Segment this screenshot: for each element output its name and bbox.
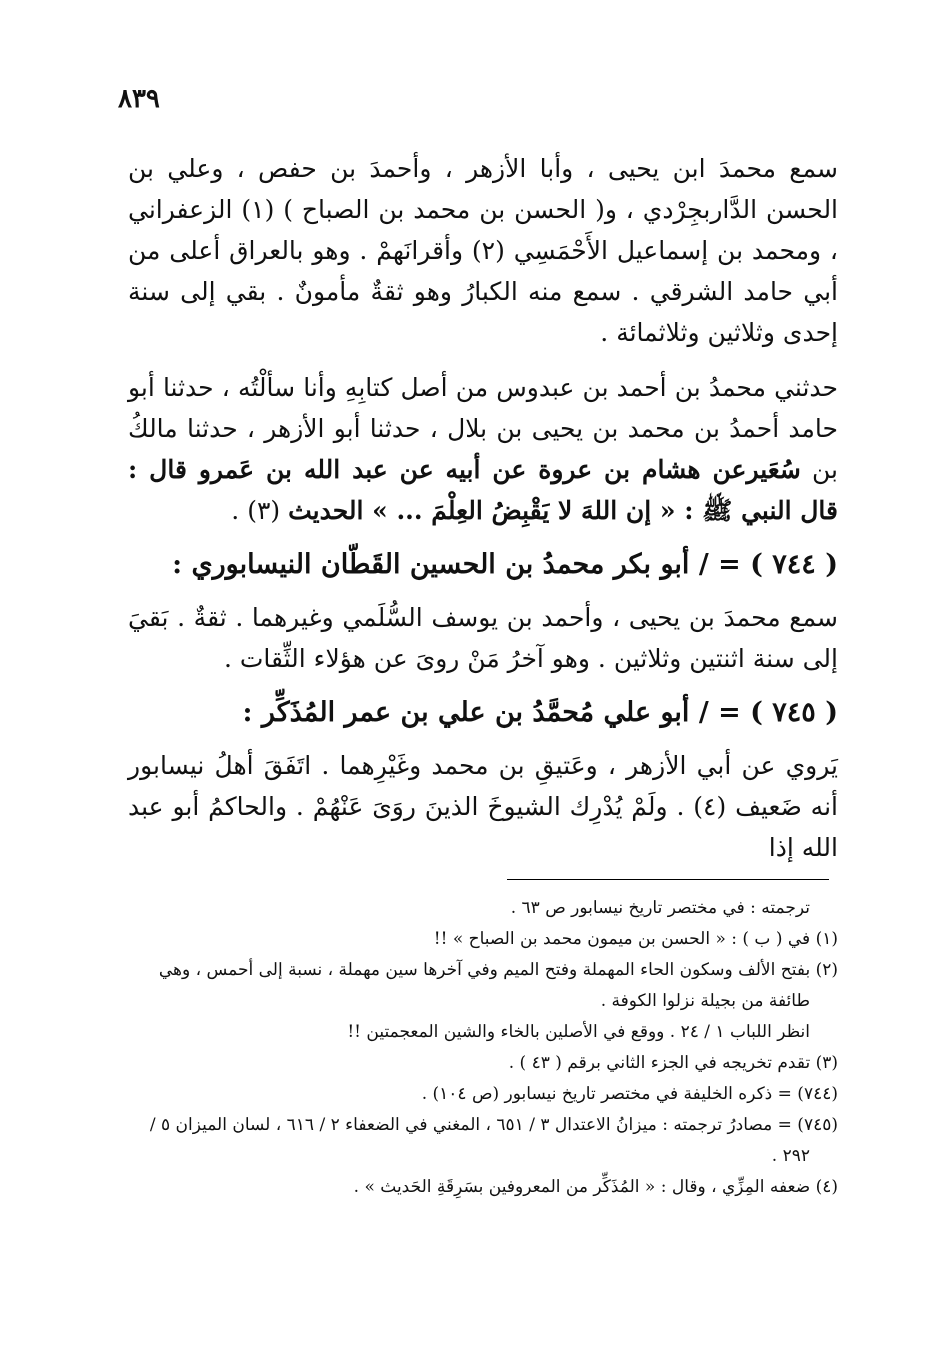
paragraph-hadith: [128, 367, 838, 531]
footnote-divider: [507, 879, 829, 880]
footnote-line: ٢٩٢ .: [771, 1146, 810, 1166]
main-text: [128, 148, 838, 868]
paragraph-entry-744: سمع محمدَ بن يحيى ، وأحمد بن يوسف السُّلَمي وغيرهما . ثقةٌ . بَقيَ إلى سنة اثنتين وثلاثين . وهو آخرُ مَنْ روىَ عن هؤلاء الثِّقات .: [128, 603, 838, 673]
footnote-ref-3: (٣) .: [231, 496, 289, 525]
footnote-line: (١) في ( ب ) : « الحسن بن ميمون محمد بن الصباح » !!: [433, 929, 838, 949]
footnote-line: انظر اللباب ١ / ٢٤ . ووقع في الأصلين بالخاء والشين المعجمتين !!: [347, 1022, 810, 1042]
footnote-line: (٧٤٤) = ذكره الخليفة في مختصر تاريخ نيسابور (ص ١٠٤) .: [421, 1084, 838, 1104]
hadith-matn-text: سُعَيرعن هشام بن عروة عن أبيه عن عبد الله بن عَمرو قال : قال النبي ﷺ : « إن اللهَ لا يَقْبِضُ العِلْمَ ... » الحديث: [128, 455, 838, 525]
footnote-line: (٧٤٥) = مصادرُ ترجمته : ميزانُ الاعتدال ٣ / ٦٥١ ، المغني في الضعفاء ٢ / ٦١٦ ، لسان الميزان ٥ /: [149, 1115, 838, 1135]
footnote-line: (٢) بفتح الألف وسكون الحاء المهملة وفتح الميم وفي آخرها سين مهملة ، نسبة إلى أحمس ، وهي: [158, 960, 838, 980]
footnote-line: (٤) ضعفه المِزِّي ، وقال : « المُذَكِّر من المعروفين بسَرِقَةِ الحَديث » .: [353, 1177, 838, 1197]
footnote-line: (٣) تقدم تخريجه في الجزء الثاني برقم ( ٤٣ ) .: [508, 1053, 838, 1073]
footnote-line: ترجمته : في مختصر تاريخ نيسابور ص ٦٣ .: [510, 898, 810, 918]
paragraph-narrators: سمع محمدَ ابن يحيى ، وأبا الأزهر ، وأحمدَ بن حفص ، وعلي بن الحسن الدَّاربجِرْدي ، و( الحسن بن محمد بن الصباح ) (١) الزعفراني ، ومحمد بن إسماعيل الأَحْمَسِي (٢) وأقرانَهمْ . وهو بالعراق أعلى من أبي حامد الشرقي . سمع منه الكبارُ وهو ثقةٌ مأمونٌ . بقي إلى سنة إحدى وثلاثين وثلاثمائة .: [128, 154, 839, 347]
paragraph-entry-745: يَروي عن أبي الأزهر ، وعَتيقِ بن محمد وغَيْرِهما . اتَفَقَ أهلُ نيسابور أنه ضَعيف (٤) . ولَمْ يُدْرِك الشيوخَ الذينَ روَىَ عَنْهُمْ . والحاكمُ أبو عبد الله إذا: [128, 751, 838, 862]
page-number: ٨٣٩: [118, 84, 160, 114]
footnote-line: طائفة من بجيلة نزلوا الكوفة .: [600, 991, 810, 1011]
footnotes: [128, 893, 838, 1203]
hadith-chain-text: حدثني محمدُ بن أحمد بن عبدوس من أصل كتابِهِ وأنا سألْتُه ، حدثنا أبو حامد أحمدُ بن محمد بن يحيى بن بلال ، حدثنا أبو الأزهر ، حدثنا مالكُ بن: [128, 373, 838, 484]
entry-heading-744: ( ٧٤٤ ) = / أبو بكر محمدُ بن الحسين القَطّان النيسابوري :: [172, 549, 838, 580]
entry-heading-745: ( ٧٤٥ ) = / أبو علي مُحمَّدُ بن علي بن عمر المُذَكِّر :: [242, 697, 838, 728]
